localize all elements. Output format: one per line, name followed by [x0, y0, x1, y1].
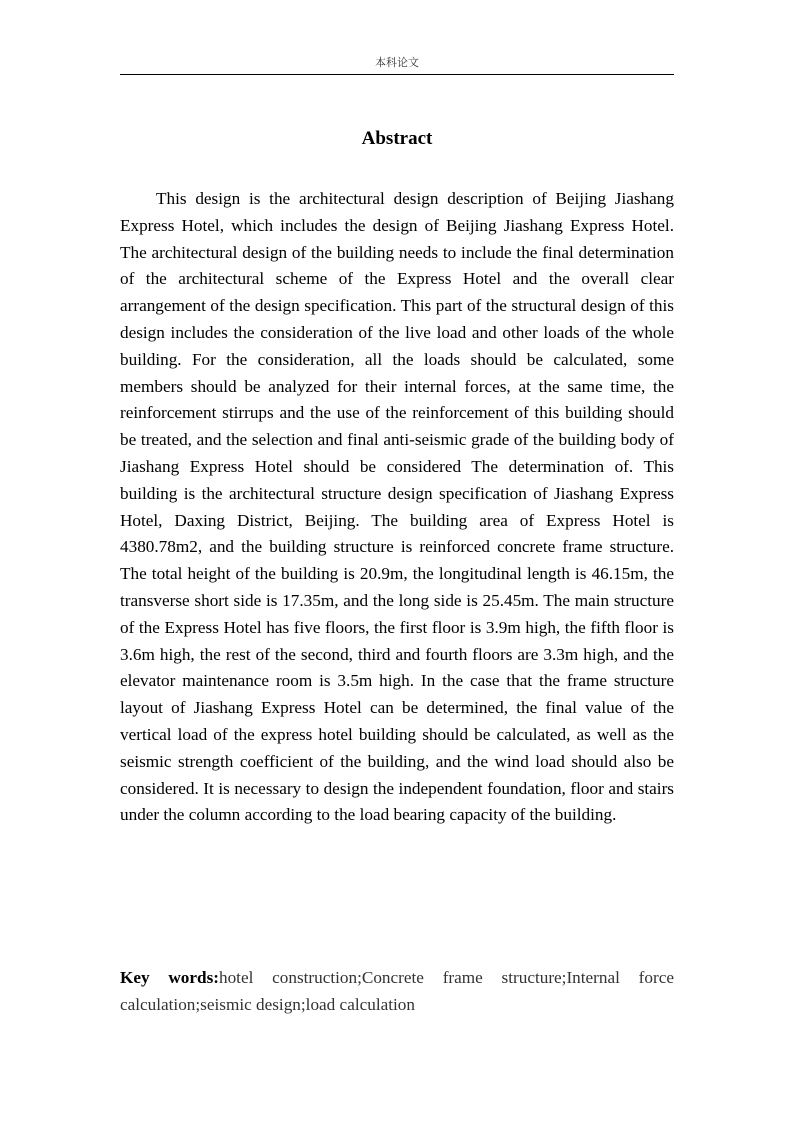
keywords-text: hotel construction;Concrete frame structure;Internal force calculation;seismic design;load calculation — [120, 968, 674, 1014]
abstract-title: Abstract — [361, 128, 433, 149]
running-header: 本科论文 — [375, 56, 419, 69]
keywords-paragraph — [120, 964, 674, 1018]
abstract-body: This design is the architectural design description of Beijing Jiashang Express Hotel, which includes the design of Beijing Jiashang Express Hotel. The architectural design of the building needs to include the final determination of the architectural scheme of the Express Hotel and the overall clear arrangement of the design specification. This part of the structural design of this design includes the consideration of the live load and other loads of the whole building. For the consideration, all the loads should be calculated, some members should be analyzed for their internal forces, at the same time, the reinforcement stirrups and the use of the reinforcement of this building should be treated, and the selection and final anti-seismic grade of the building body of Jiashang Express Hotel should be considered The determination of. This building is the architectural structure design specification of Jiashang Express Hotel, Daxing District, Beijing. The building area of Express Hotel is 4380.78m2, and the building structure is reinforced concrete frame structure. The total height of the building is 20.9m, the longitudinal length is 46.15m, the transverse short side is 17.35m, and the long side is 25.45m. The main structure of the Express Hotel has five floors, the first floor is 3.9m high, the fifth floor is 3.6m high, the rest of the second, third and fourth floors are 3.3m high, and the elevator maintenance room is 3.5m high. In the case that the frame structure layout of Jiashang Express Hotel can be determined, the final value of the vertical load of the express hotel building should be calculated, as well as the seismic strength coefficient of the building, and the wind load should also be considered. It is necessary to design the independent foundation, floor and stairs under the column according to the load bearing capacity of the building. — [120, 189, 674, 825]
keywords-label: Key words: — [120, 968, 219, 987]
header-rule — [120, 74, 674, 75]
